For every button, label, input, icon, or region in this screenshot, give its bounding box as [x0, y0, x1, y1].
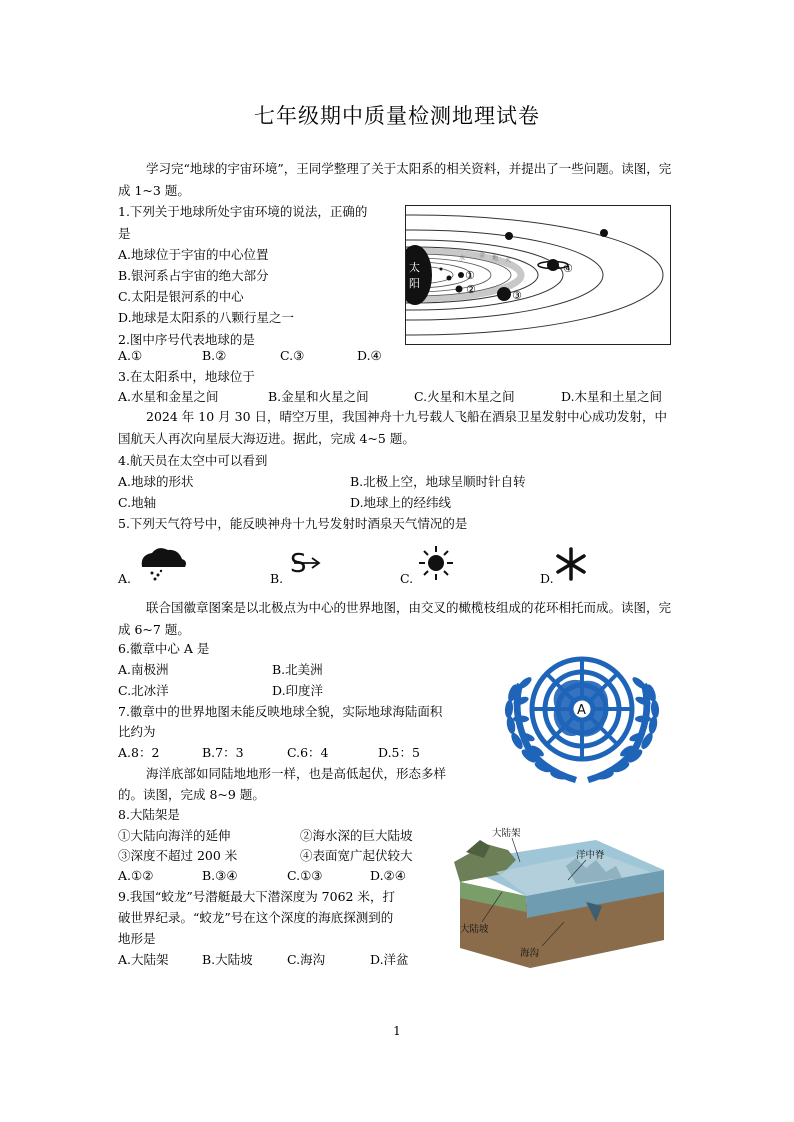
q1-option-c: C.太阳是银河系的中心 — [118, 289, 244, 304]
page-number: 1 — [393, 1024, 401, 1038]
label-3: ③ — [512, 289, 522, 302]
q4-option-c: C.地轴 — [118, 495, 157, 510]
intro-paragraph-1: 学习完“地球的宇宙环境”，王同学整理了关于太阳系的相关资料，并提出了一些问题。读图，完成 1~3 题。 — [118, 161, 672, 198]
intro-paragraph-3: 联合国徽章图案是以北极点为中心的世界地图，由交叉的橄榄枝组成的花环相托而成。读图，完成 6~7 题。 — [118, 600, 672, 637]
q9-stem-cont-1: 破世界纪录。“蛟龙”号在这个深度的海底探测到的 — [118, 910, 394, 925]
orbit-label-mars: 火 — [505, 257, 512, 264]
rain-cloud-icon — [138, 545, 188, 581]
q8-statement-2: ②海水深的巨大陆坡 — [300, 828, 413, 843]
planet-mercury — [440, 268, 443, 271]
planet-outer-2 — [600, 229, 608, 237]
svg-text:S: S — [290, 549, 307, 578]
q5-option-a: A. — [118, 571, 132, 586]
q3-option-a: A.水星和金星之间 — [118, 389, 219, 404]
page-title: 七年级期中质量检测地理试卷 — [254, 104, 540, 128]
un-emblem-figure — [497, 643, 667, 791]
q4-stem: 4.航天员在太空中可以看到 — [118, 453, 268, 468]
q8-stem: 8.大陆架是 — [118, 807, 180, 822]
planet-venus — [447, 276, 452, 281]
q5-option-b: B. — [270, 571, 284, 586]
q3-option-d: D.木星和土星之间 — [561, 389, 663, 404]
q1-stem-cont: 是 — [118, 226, 131, 241]
un-center-label: A — [577, 703, 586, 718]
q2-option-a: A.① — [118, 348, 143, 363]
q9-option-d: D.洋盆 — [370, 952, 409, 967]
q8-option-d: D.②④ — [370, 868, 406, 883]
label-continental-shelf: 大陆架 — [492, 828, 521, 839]
q8-statement-3: ③深度不超过 200 米 — [118, 848, 238, 863]
intro-paragraph-2: 2024 年 10 月 30 日，晴空万里，我国神舟十九号载人飞船在酒泉卫星发射中心成功发射，中国航天人再次向星辰大海迈进。据此，完成 4~5 题。 — [118, 409, 667, 446]
sandstorm-icon — [290, 548, 322, 578]
planet-1 — [458, 272, 464, 278]
q1-option-a: A.地球位于宇宙的中心位置 — [118, 247, 269, 262]
orbit-label-earth: 地 — [492, 255, 499, 262]
q6-option-b: B.北美洲 — [272, 662, 323, 677]
q7-option-b: B.7：3 — [202, 745, 244, 760]
label-trench: 海沟 — [520, 948, 540, 959]
label-2: ② — [466, 283, 476, 296]
intro-paragraph-4: 海洋底部如同陆地地形一样，也是高低起伏，形态多样 — [146, 766, 447, 781]
q3-stem: 3.在太阳系中，地球位于 — [118, 369, 255, 384]
q3-option-c: C.火星和木星之间 — [414, 389, 515, 404]
q1-stem: 1.下列关于地球所处宇宙环境的说法，正确的 — [118, 204, 368, 219]
q7-stem-cont: 比约为 — [118, 724, 156, 739]
q8-option-b: B.③④ — [202, 868, 238, 883]
q9-stem-cont-2: 地形是 — [118, 931, 156, 946]
q4-option-a: A.地球的形状 — [118, 474, 194, 489]
q6-stem: 6.徽章中心 A 是 — [118, 641, 210, 656]
orbit-label-mercury: 水 — [459, 255, 466, 262]
q9-stem: 9.我国“蛟龙”号潜艇最大下潜深度为 7062 米，打 — [118, 889, 395, 904]
orbit-label-venus: 金 — [479, 252, 486, 259]
ocean-floor-figure — [446, 822, 668, 976]
q1-option-b: B.银河系占宇宙的绝大部分 — [118, 268, 269, 283]
q2-option-b: B.② — [202, 348, 227, 363]
q4-option-b: B.北极上空，地球呈顺时针自转 — [350, 474, 526, 489]
q9-option-c: C.海沟 — [287, 952, 326, 967]
sun-label-1: 太 — [409, 261, 420, 274]
label-4: ④ — [563, 262, 573, 275]
q2-stem: 2.图中序号代表地球的是 — [118, 332, 255, 347]
q9-option-b: B.大陆坡 — [202, 952, 253, 967]
q1-option-d: D.地球是太阳系的八颗行星之一 — [118, 310, 295, 325]
planet-3 — [497, 287, 511, 301]
q6-option-c: C.北冰洋 — [118, 683, 169, 698]
label-mid-ocean-ridge: 洋中脊 — [576, 850, 605, 861]
q7-stem: 7.徽章中的世界地图未能反映地球全貌，实际地球海陆面积 — [118, 704, 443, 719]
q9-option-a: A.大陆架 — [118, 952, 169, 967]
q7-option-a: A.8：2 — [118, 745, 160, 760]
planet-outer-1 — [505, 232, 513, 240]
snow-icon — [554, 547, 588, 581]
q8-option-c: C.①③ — [287, 868, 323, 883]
sunny-icon — [418, 545, 454, 581]
q3-option-b: B.金星和火星之间 — [268, 389, 369, 404]
planet-4 — [547, 259, 559, 271]
q5-option-c: C. — [400, 571, 414, 586]
q7-option-d: D.5：5 — [378, 745, 420, 760]
sun-label-2: 阳 — [409, 277, 420, 290]
q6-option-d: D.印度洋 — [272, 683, 324, 698]
q2-option-d: D.④ — [357, 348, 382, 363]
q8-statement-1: ①大陆向海洋的延伸 — [118, 828, 231, 843]
q6-option-a: A.南极洲 — [118, 662, 169, 677]
q4-option-d: D.地球上的经纬线 — [350, 495, 452, 510]
q8-option-a: A.①② — [118, 868, 154, 883]
intro-paragraph-4-cont: 的。读图，完成 8~9 题。 — [118, 787, 265, 802]
solar-system-figure — [405, 205, 671, 345]
q2-option-c: C.③ — [280, 348, 305, 363]
q8-statement-4: ④表面宽广起伏较大 — [300, 848, 413, 863]
label-1: ① — [465, 269, 475, 282]
q7-option-c: C.6：4 — [287, 745, 329, 760]
q5-option-d: D. — [540, 571, 554, 586]
planet-2 — [456, 286, 463, 293]
label-continental-slope: 大陆坡 — [460, 924, 489, 935]
q5-stem: 5.下列天气符号中，能反映神舟十九号发射时酒泉天气情况的是 — [118, 516, 468, 531]
